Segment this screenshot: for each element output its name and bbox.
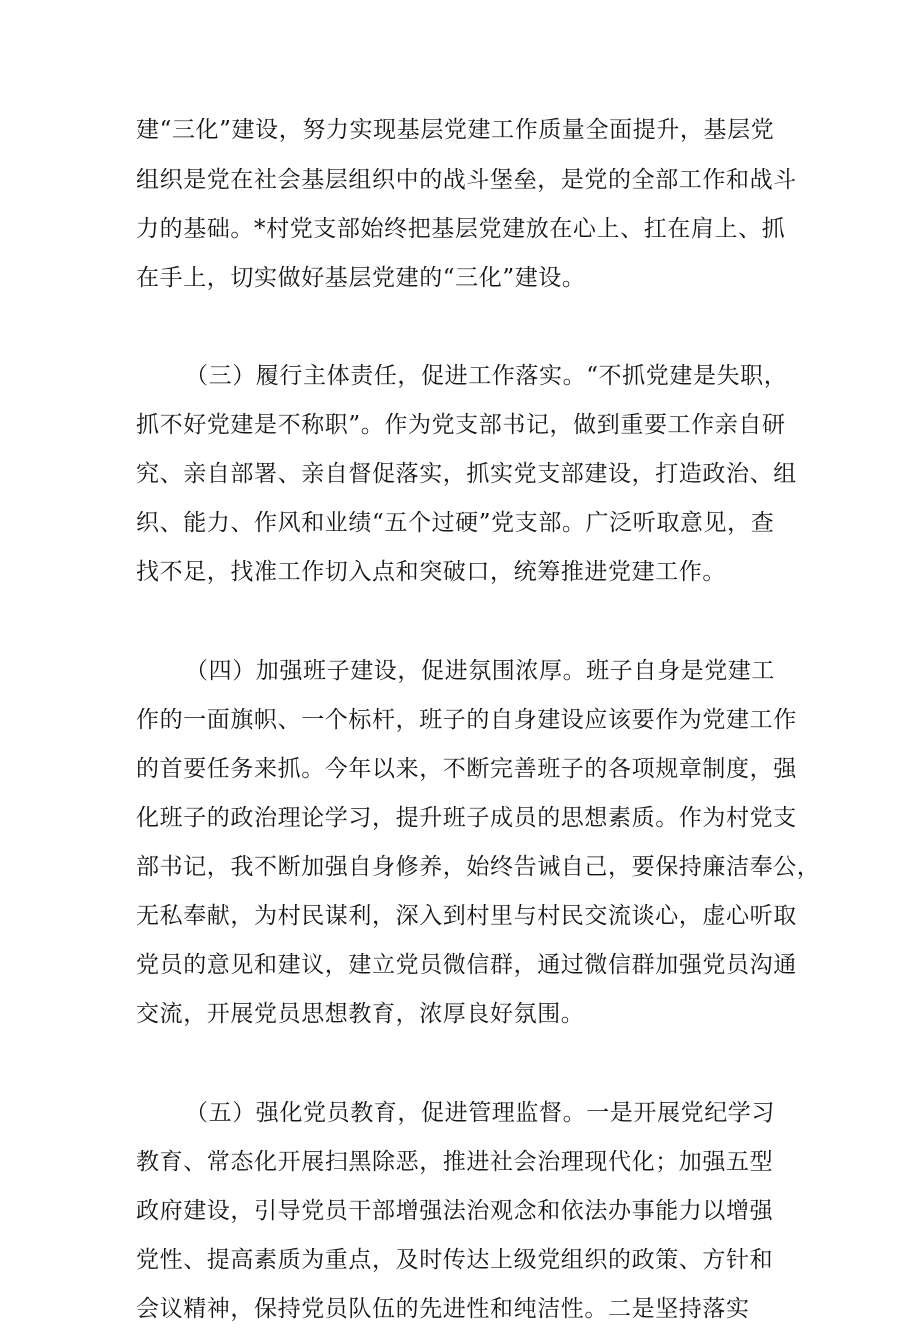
paragraph-line: （五）强化党员教育，促进管理监督。一是开展党纪学习 [185, 1100, 775, 1126]
paragraph-line: 部书记，我不断加强自身修养，始终告诫自己，要保持廉洁奉公， [136, 854, 821, 880]
paragraph-line: 作的一面旗帜、一个标杆，班子的自身建设应该要作为党建工作 [136, 707, 797, 733]
paragraph-line: 化班子的政治理论学习，提升班子成员的思想素质。作为村党支 [136, 805, 797, 831]
paragraph-line: 组织是党在社会基层组织中的战斗堡垒，是党的全部工作和战斗 [136, 167, 797, 193]
paragraph-line: 党员的意见和建议，建立党员微信群，通过微信群加强党员沟通 [136, 952, 797, 978]
paragraph-line: 政府建设，引导党员干部增强法治观念和依法办事能力以增强 [136, 1198, 774, 1224]
paragraph-line: 教育、常态化开展扫黑除恶，推进社会治理现代化；加强五型 [136, 1149, 774, 1175]
paragraph-line: 党性、提高素质为重点，及时传达上级党组织的政策、方针和 [136, 1247, 774, 1273]
paragraph-line: （四）加强班子建设，促进氛围浓厚。班子自身是党建工 [185, 658, 775, 684]
paragraph-line: 无私奉献，为村民谋利，深入到村里与村民交流谈心，虚心听取 [136, 903, 797, 929]
paragraph-line: 找不足，找准工作切入点和突破口，统筹推进党建工作。 [136, 559, 726, 585]
paragraph-line: 交流，开展党员思想教育，浓厚良好氛围。 [136, 1001, 585, 1027]
paragraph-line: 在手上，切实做好基层党建的“三化”建设。 [136, 265, 586, 291]
paragraph-line: 会议精神，保持党员队伍的先进性和纯洁性。二是坚持落实 [136, 1296, 750, 1322]
paragraph-line: 织、能力、作风和业绩“五个过硬”党支部。广泛听取意见，查 [136, 510, 775, 536]
paragraph-line: （三）履行主体责任，促进工作落实。“不抓党建是失职， [185, 363, 788, 389]
paragraph-line: 建“三化”建设，努力实现基层党建工作质量全面提升，基层党 [136, 117, 775, 143]
paragraph-line: 的首要任务来抓。今年以来，不断完善班子的各项规章制度，强 [136, 756, 797, 782]
paragraph-line: 抓不好党建是不称职”。作为党支部书记，做到重要工作亲自研 [136, 412, 786, 438]
paragraph-line: 究、亲自部署、亲自督促落实，抓实党支部建设，打造政治、组 [136, 461, 797, 487]
paragraph-line: 力的基础。*村党支部始终把基层党建放在心上、扛在肩上、抓 [136, 216, 786, 242]
